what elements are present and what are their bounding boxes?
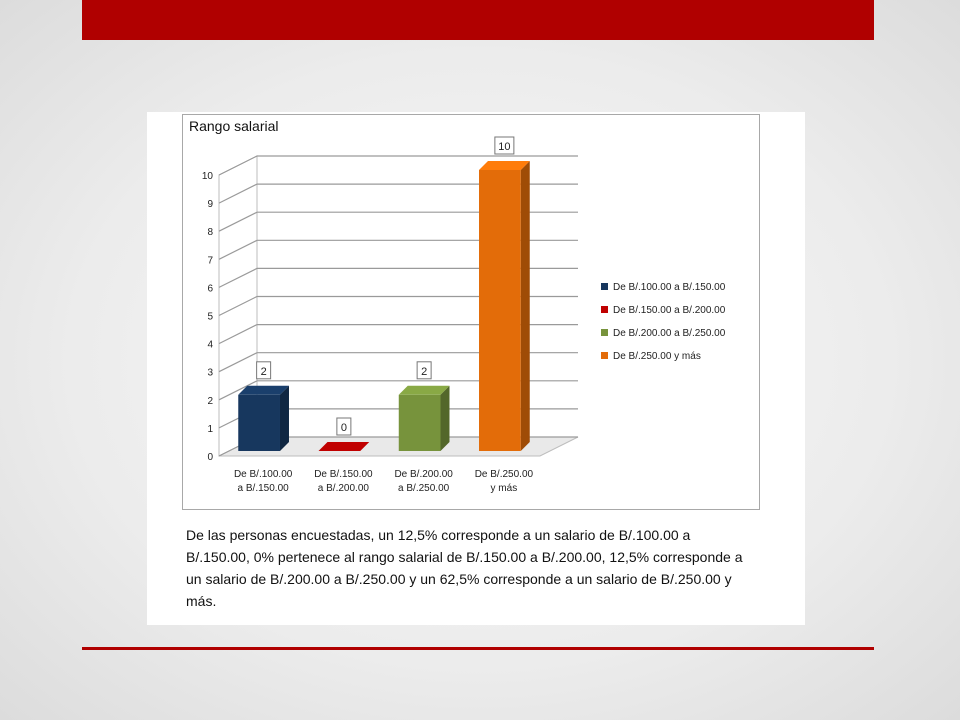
x-category-label: a B/.250.00: [398, 483, 450, 494]
bar: [399, 386, 450, 451]
y-tick-label: 9: [207, 199, 213, 211]
bar-side: [280, 386, 289, 451]
y-tick-label: 4: [207, 339, 213, 351]
y-tick-label: 3: [207, 367, 213, 379]
x-category-label: a B/.200.00: [317, 483, 369, 494]
bar-side: [521, 161, 530, 451]
legend-label: De B/.150.00 a B/.200.00: [613, 305, 726, 316]
chart-description: De las personas encuestadas, un 12,5% corresponde a un salario de B/.100.00 a B/.150.00, 0% pertenece al rango salarial de B/.150.00 a B/.200.00, 12,5% corresponde a un salario de B/.200.00 a B/.250.00 y un 62,5% corresponde a un salario de B/.250.00 y más.: [186, 527, 743, 609]
x-category-label: De B/.200.00: [394, 469, 453, 480]
y-tick-label: 1: [207, 423, 213, 435]
y-tick-label: 7: [207, 255, 213, 267]
legend-swatch: [601, 329, 608, 336]
chart-title: Rango salarial: [189, 118, 279, 134]
y-tick-label: 5: [207, 311, 213, 323]
data-labels: [257, 137, 514, 435]
y-tick-label: 8: [207, 227, 213, 239]
legend-label: De B/.200.00 a B/.250.00: [613, 328, 726, 339]
chart-bars: [238, 161, 529, 451]
legend-swatch: [601, 283, 608, 290]
x-category-label: De B/.250.00: [474, 469, 534, 480]
y-tick-label: 10: [201, 171, 213, 182]
x-axis-labels: [234, 469, 534, 494]
bar-front: [238, 395, 280, 451]
legend-swatch: [601, 352, 608, 359]
bottom-accent-line: [82, 647, 874, 650]
x-category-label: De B/.150.00: [314, 469, 373, 480]
y-tick-label: 6: [207, 283, 213, 295]
chart-legend: [601, 282, 726, 362]
data-label: 2: [260, 365, 267, 378]
y-axis-ticks: [202, 171, 214, 463]
data-label: 0: [340, 422, 347, 434]
x-category-label: a B/.150.00: [237, 483, 289, 494]
data-label: 10: [498, 141, 511, 153]
data-label: 2: [421, 365, 428, 378]
y-tick-label: 0: [207, 452, 213, 463]
bar: [238, 386, 289, 451]
x-category-label: De B/.100.00: [233, 469, 293, 480]
bar-front: [399, 395, 441, 451]
legend-label: De B/.250.00 y más: [613, 351, 701, 362]
legend-label: De B/.100.00 a B/.150.00: [613, 282, 726, 293]
bar-front: [479, 170, 521, 451]
bar: [479, 161, 530, 451]
bar-side: [440, 386, 449, 451]
legend-swatch: [601, 306, 608, 313]
x-category-label: y más: [490, 483, 518, 494]
y-tick-label: 2: [207, 395, 213, 407]
